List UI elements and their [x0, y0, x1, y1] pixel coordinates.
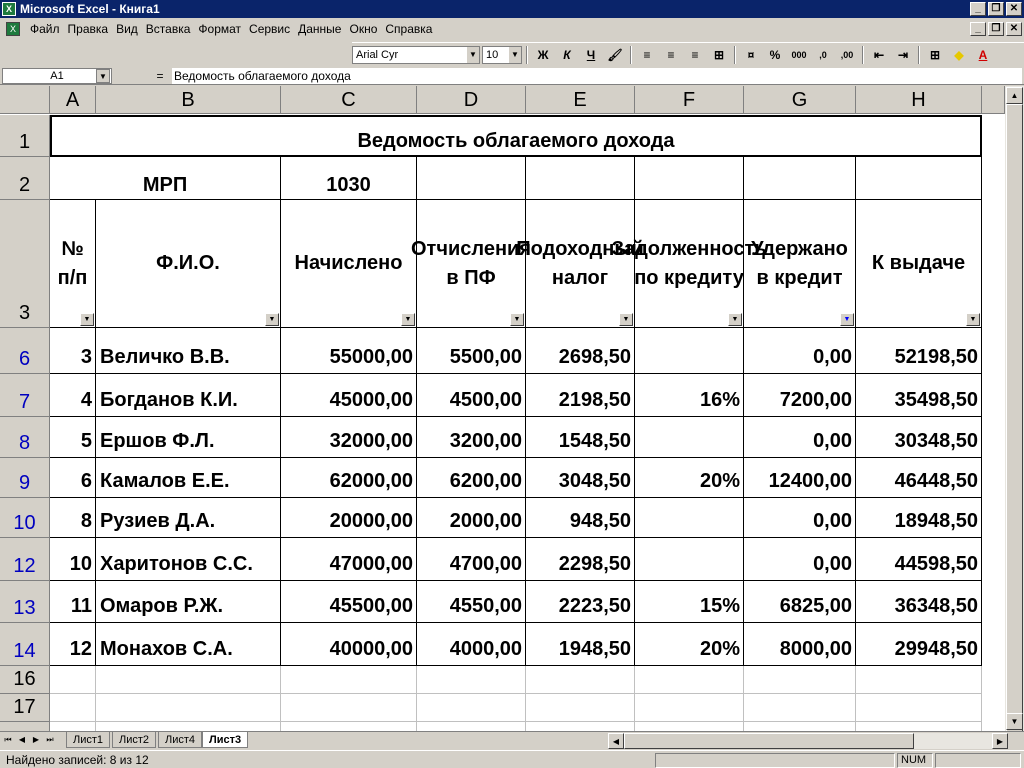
workbook-icon[interactable]: X	[6, 22, 20, 36]
fill-color-icon[interactable]: ◆	[954, 47, 964, 62]
col-header-b[interactable]: B	[96, 86, 281, 114]
minimize-button[interactable]: _	[970, 2, 986, 16]
chevron-down-icon[interactable]: ▼	[508, 47, 521, 63]
cell-n[interactable]: 3	[50, 328, 96, 374]
header-accrued-label: Начислено	[294, 252, 403, 274]
cell-accrued[interactable]: 62000,00	[281, 458, 417, 498]
cell-pf[interactable]: 4700,00	[417, 538, 526, 581]
col-header-h[interactable]: H	[856, 86, 982, 114]
font-name-value: Arial Cyr	[356, 48, 399, 61]
filter-dropdown-icon[interactable]: ▼	[966, 313, 980, 326]
title-bar	[0, 0, 1024, 18]
cell-payout[interactable]: 18948,50	[856, 498, 982, 538]
scroll-down-icon[interactable]: ▼	[1006, 713, 1023, 730]
header-cell-num[interactable]	[50, 200, 96, 328]
scroll-thumb[interactable]	[1006, 104, 1023, 744]
merge-center-icon[interactable]: ⊞	[713, 47, 725, 62]
cell-withheld[interactable]: 7200,00	[744, 374, 856, 417]
toolbar-separator	[734, 46, 736, 64]
format-painter-icon[interactable]: 🖌	[607, 47, 623, 62]
cell-name[interactable]: Камалов Е.Е.	[96, 458, 281, 498]
percent-button[interactable]: %	[769, 47, 781, 62]
cell-tax[interactable]: 1948,50	[526, 623, 635, 666]
window-title: Microsoft Excel - Книга1	[20, 2, 160, 16]
cell-withheld[interactable]: 6825,00	[744, 581, 856, 623]
status-panel-3	[935, 753, 1021, 768]
cell-payout[interactable]: 30348,50	[856, 417, 982, 458]
worksheet-grid[interactable]	[0, 86, 1005, 731]
row-header-9[interactable]: 9	[0, 458, 50, 498]
menu-help[interactable]: Справка	[385, 22, 433, 36]
increase-indent-icon[interactable]: ⇥	[897, 47, 909, 62]
align-right-icon[interactable]: ≡	[691, 47, 699, 62]
cell-debt[interactable]: 20%	[635, 458, 744, 498]
menu-edit[interactable]: Правка	[67, 22, 109, 36]
decrease-decimal-icon[interactable]: ,00	[840, 49, 854, 60]
sheet-tab-4[interactable]: Лист4	[158, 732, 202, 748]
row-header-8[interactable]: 8	[0, 417, 50, 458]
scroll-right-icon[interactable]: ▶	[992, 733, 1008, 749]
col-header-f[interactable]: F	[635, 86, 744, 114]
filter-dropdown-icon[interactable]: ▼	[510, 313, 524, 326]
cell-name[interactable]: Омаров Р.Ж.	[96, 581, 281, 623]
cell-pf[interactable]: 6200,00	[417, 458, 526, 498]
header-cell-name[interactable]	[96, 200, 281, 328]
cell-payout[interactable]: 52198,50	[856, 328, 982, 374]
cell-payout[interactable]: 35498,50	[856, 374, 982, 417]
thousands-button[interactable]: 000	[791, 49, 807, 60]
restore-button[interactable]: ❐	[988, 2, 1004, 16]
empty-cell[interactable]	[635, 694, 744, 722]
empty-cell[interactable]	[96, 666, 281, 694]
cell-tax[interactable]: 1548,50	[526, 417, 635, 458]
last-sheet-icon[interactable]: ⏭	[46, 735, 54, 744]
empty-cell[interactable]	[856, 666, 982, 694]
next-sheet-icon[interactable]: ▶	[32, 735, 40, 744]
header-name-label: Ф.И.О.	[156, 252, 220, 274]
toolbar-separator	[918, 46, 920, 64]
cell-tax[interactable]: 2298,50	[526, 538, 635, 581]
cell-n[interactable]: 8	[50, 498, 96, 538]
filter-dropdown-icon[interactable]: ▼	[80, 313, 94, 326]
cell-f2[interactable]	[635, 157, 744, 200]
header-cell-payout[interactable]	[856, 200, 982, 328]
hscroll-thumb[interactable]	[624, 733, 914, 749]
menu-insert[interactable]: Вставка	[145, 22, 191, 36]
first-sheet-icon[interactable]: ⏮	[4, 735, 12, 744]
filter-dropdown-icon[interactable]: ▼	[728, 313, 742, 326]
col-header-d[interactable]: D	[417, 86, 526, 114]
sheet-tab-1[interactable]: Лист1	[66, 732, 110, 748]
empty-cell[interactable]	[417, 694, 526, 722]
menu-bar	[0, 18, 1024, 40]
cell-accrued[interactable]: 45000,00	[281, 374, 417, 417]
title-cell[interactable]: Ведомость облагаемого дохода	[50, 115, 982, 157]
row-header-1[interactable]: 1	[0, 115, 50, 157]
cell-pf[interactable]: 3200,00	[417, 417, 526, 458]
horizontal-scrollbar[interactable]	[608, 733, 1008, 749]
doc-restore-button[interactable]: ❐	[988, 22, 1004, 36]
formula-input[interactable]: Ведомость облагаемого дохода	[172, 68, 1022, 84]
cell-debt[interactable]: 20%	[635, 623, 744, 666]
cell-accrued[interactable]: 47000,00	[281, 538, 417, 581]
borders-icon[interactable]: ⊞	[929, 47, 941, 62]
header-payout-label: К выдаче	[871, 252, 966, 274]
cell-accrued[interactable]: 45500,00	[281, 581, 417, 623]
name-box[interactable]: A1	[2, 68, 112, 84]
cell-tax[interactable]: 3048,50	[526, 458, 635, 498]
empty-cell[interactable]	[50, 694, 96, 722]
filter-dropdown-icon[interactable]: ▼	[265, 313, 279, 326]
status-bar	[0, 750, 1024, 768]
cell-h2[interactable]	[856, 157, 982, 200]
cell-g2[interactable]	[744, 157, 856, 200]
empty-cell[interactable]	[96, 694, 281, 722]
mrp-label-cell[interactable]: МРП	[50, 157, 281, 200]
header-cell-pf[interactable]	[411, 200, 531, 328]
cell-withheld[interactable]: 12400,00	[744, 458, 856, 498]
mrp-value-cell[interactable]: 1030	[281, 157, 417, 200]
cell-d2[interactable]	[417, 157, 526, 200]
toolbar-separator	[526, 46, 528, 64]
header-tax-label: Подоходный налог	[516, 237, 644, 289]
font-size-select[interactable]	[482, 46, 522, 64]
menu-file[interactable]: Файл	[30, 22, 60, 36]
prev-sheet-icon[interactable]: ◀	[18, 735, 26, 744]
empty-cell[interactable]	[744, 694, 856, 722]
cell-withheld[interactable]: 0,00	[744, 417, 856, 458]
menu-window[interactable]: Окно	[349, 22, 378, 36]
formula-equals: =	[156, 69, 164, 83]
header-pf-label: Отчисления в ПФ	[411, 237, 531, 289]
italic-button[interactable]: К	[563, 47, 571, 62]
align-center-icon[interactable]: ≡	[667, 47, 675, 62]
empty-cell[interactable]	[281, 694, 417, 722]
cell-name[interactable]: Монахов С.А.	[96, 623, 281, 666]
vertical-scrollbar[interactable]	[1005, 86, 1024, 731]
cell-payout[interactable]: 36348,50	[856, 581, 982, 623]
font-name-select[interactable]	[352, 46, 480, 64]
cell-debt[interactable]	[635, 328, 744, 374]
cell-tax[interactable]: 2698,50	[526, 328, 635, 374]
underline-button[interactable]: Ч	[586, 47, 596, 62]
filter-dropdown-icon[interactable]: ▼	[401, 313, 415, 326]
cell-name[interactable]: Ершов Ф.Л.	[96, 417, 281, 458]
scroll-left-icon[interactable]: ◀	[608, 733, 624, 749]
row-header-10[interactable]: 10	[0, 498, 50, 538]
cell-pf[interactable]: 4000,00	[417, 623, 526, 666]
menu-format[interactable]: Формат	[198, 22, 242, 36]
row-header-2[interactable]: 2	[0, 157, 50, 200]
col-header-g[interactable]: G	[744, 86, 856, 114]
header-cell-debt[interactable]	[611, 200, 767, 328]
cell-n[interactable]: 5	[50, 417, 96, 458]
decrease-indent-icon[interactable]: ⇤	[873, 47, 885, 62]
cell-debt[interactable]	[635, 538, 744, 581]
empty-cell[interactable]	[744, 666, 856, 694]
cell-debt[interactable]: 15%	[635, 581, 744, 623]
cell-pf[interactable]: 4500,00	[417, 374, 526, 417]
scroll-up-icon[interactable]: ▲	[1006, 87, 1023, 104]
bold-button[interactable]: Ж	[537, 47, 549, 62]
row-header-3[interactable]: 3	[0, 200, 50, 328]
cell-pf[interactable]: 5500,00	[417, 328, 526, 374]
menu-data[interactable]: Данные	[298, 22, 342, 36]
cell-name[interactable]: Величко В.В.	[96, 328, 281, 374]
menu-view[interactable]: Вид	[116, 22, 138, 36]
cell-pf[interactable]: 4550,00	[417, 581, 526, 623]
row-header-12[interactable]: 12	[0, 538, 50, 581]
empty-cell[interactable]	[281, 666, 417, 694]
col-header-c[interactable]: C	[281, 86, 417, 114]
currency-icon[interactable]: ¤	[747, 47, 755, 62]
col-header-i[interactable]	[982, 86, 1005, 114]
cell-e2[interactable]	[526, 157, 635, 200]
cell-payout[interactable]: 44598,50	[856, 538, 982, 581]
filter-dropdown-icon[interactable]: ▼	[619, 313, 633, 326]
cell-accrued[interactable]: 40000,00	[281, 623, 417, 666]
close-button[interactable]: ✕	[1006, 2, 1022, 16]
status-text: Найдено записей: 8 из 12	[6, 753, 149, 767]
chevron-down-icon[interactable]: ▼	[96, 69, 110, 83]
sheet-tab-2[interactable]: Лист2	[112, 732, 156, 748]
col-header-e[interactable]: E	[526, 86, 635, 114]
cell-accrued[interactable]: 20000,00	[281, 498, 417, 538]
cell-tax[interactable]: 2198,50	[526, 374, 635, 417]
align-left-icon[interactable]: ≡	[643, 47, 651, 62]
chevron-down-icon[interactable]: ▼	[466, 47, 479, 63]
formatting-toolbar	[352, 42, 1024, 66]
row-header-17[interactable]: 17	[0, 694, 50, 722]
cell-n[interactable]: 10	[50, 538, 96, 581]
cell-debt[interactable]	[635, 417, 744, 458]
toolbar-separator	[862, 46, 864, 64]
formula-bar	[0, 67, 1024, 85]
empty-cell[interactable]	[50, 666, 96, 694]
cell-accrued[interactable]: 32000,00	[281, 417, 417, 458]
cell-name[interactable]: Харитонов С.С.	[96, 538, 281, 581]
row-header-7[interactable]: 7	[0, 374, 50, 417]
cell-tax[interactable]: 2223,50	[526, 581, 635, 623]
row-header-6[interactable]: 6	[0, 328, 50, 374]
header-cell-withheld[interactable]	[744, 200, 856, 328]
doc-close-button[interactable]: ✕	[1006, 22, 1022, 36]
empty-cell[interactable]	[526, 694, 635, 722]
header-num-label: № п/п	[57, 237, 88, 289]
status-panel-1	[655, 753, 895, 768]
header-debt-label: Задолженность по кредиту	[611, 237, 767, 289]
sheet-tab-bar	[0, 731, 1024, 749]
header-withheld-label: Удержано в кредит	[751, 237, 848, 289]
sheet-tab-3[interactable]: Лист3	[202, 732, 248, 748]
font-size-value: 10	[486, 48, 499, 61]
cell-withheld[interactable]: 0,00	[744, 498, 856, 538]
cell-name[interactable]: Богданов К.И.	[96, 374, 281, 417]
header-cell-accrued[interactable]	[281, 200, 417, 328]
select-all-corner[interactable]	[0, 86, 50, 114]
empty-cell[interactable]	[526, 666, 635, 694]
cell-debt[interactable]	[635, 498, 744, 538]
cell-withheld[interactable]: 8000,00	[744, 623, 856, 666]
empty-cell[interactable]	[635, 666, 744, 694]
empty-cell[interactable]	[417, 666, 526, 694]
empty-cell[interactable]	[856, 694, 982, 722]
cell-pf[interactable]: 2000,00	[417, 498, 526, 538]
cell-withheld[interactable]: 0,00	[744, 328, 856, 374]
font-color-button[interactable]: A	[978, 47, 988, 62]
cell-n[interactable]: 4	[50, 374, 96, 417]
cell-n[interactable]: 11	[50, 581, 96, 623]
num-lock-indicator: NUM	[897, 753, 933, 768]
col-header-a[interactable]: A	[50, 86, 96, 114]
toolbar-separator	[630, 46, 632, 64]
filter-active-icon[interactable]: ▼	[840, 313, 854, 326]
doc-minimize-button[interactable]: _	[970, 22, 986, 36]
cell-withheld[interactable]: 0,00	[744, 538, 856, 581]
cell-n[interactable]: 12	[50, 623, 96, 666]
row-header-14[interactable]: 14	[0, 623, 50, 666]
increase-decimal-icon[interactable]: ,0	[819, 49, 827, 60]
cell-debt[interactable]: 16%	[635, 374, 744, 417]
cell-n[interactable]: 6	[50, 458, 96, 498]
cell-accrued[interactable]: 55000,00	[281, 328, 417, 374]
cell-tax[interactable]: 948,50	[526, 498, 635, 538]
row-header-16[interactable]: 16	[0, 666, 50, 694]
excel-app-icon[interactable]: X	[2, 2, 16, 16]
row-header-13[interactable]: 13	[0, 581, 50, 623]
cell-payout[interactable]: 46448,50	[856, 458, 982, 498]
menu-tools[interactable]: Сервис	[249, 22, 291, 36]
cell-name[interactable]: Рузиев Д.А.	[96, 498, 281, 538]
cell-payout[interactable]: 29948,50	[856, 623, 982, 666]
